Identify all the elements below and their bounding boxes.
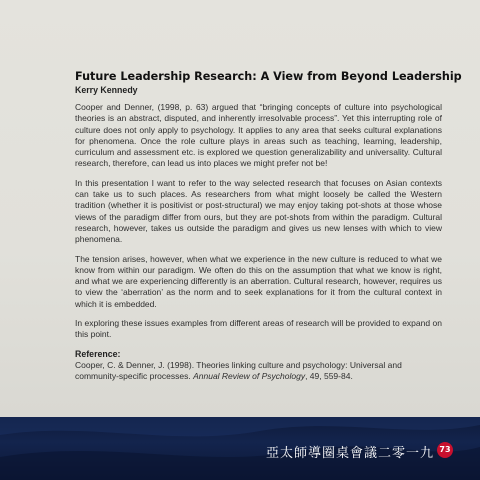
reference-authors: Cooper, C. & Denner, J. (1998). Theories linking culture and psychology: Universal and community-specific processes. <box>75 359 402 381</box>
article-title: Future Leadership Research: A View from Beyond Leadership <box>75 70 462 83</box>
reference-journal: Annual Review of Psychology <box>193 370 306 381</box>
article <box>75 70 462 382</box>
footer-band <box>0 417 480 480</box>
conference-title: 亞太師導圈桌會議二零一九 <box>265 446 434 461</box>
article-author: Kerry Kennedy <box>75 85 138 95</box>
reference-heading: Reference: <box>75 348 121 359</box>
paragraph-2: In this presentation I want to refer to the way selected research that focuses on Asian contexts can take us to such places. As researchers from what might loosely be called the Western tradition (whether it is positivist or post-structural) we may enjoy taking pot-shots at those whose views of the paradigm differ from ours, but they are pot-shots from within the paradigm. Cultural research, however, takes us outside the paradigm and gives us new lenses with which to view phenomena. <box>75 177 442 245</box>
reference-text <box>75 360 442 383</box>
paragraph-1: Cooper and Denner, (1998, p. 63) argued that “bringing concepts of culture into psychological theories is an abstract, disputed, and inherently irresolvable process”. Yet this interrupting role of culture does not only apply to psychology. It applies to any area that seeks cultural explanations for phenomena. Once the role culture plays in areas such as teaching, learning, leadership, curriculum and assessment etc. is explored we question generalizability and universality. Cultural research, therefore, can lead us into places we might prefer not be! <box>75 102 442 169</box>
page-number-badge: 73 <box>437 442 453 458</box>
reference-volume: , 49, 559-84. <box>305 370 353 381</box>
paragraph-3: The tension arises, however, when what we experience in the new culture is reduced to what we know from within our paradigm. We often do this on the assumption that what we know is right, and what we are experiencing differently is an aberration. Cultural research, however, requires us to view the ‘aberration’ as the norm and to seek explanations for it from the cultural context in which it is embedded. <box>75 253 442 309</box>
paragraph-4: In exploring these issues examples from different areas of research will be provided to expand on this point. <box>75 318 442 340</box>
